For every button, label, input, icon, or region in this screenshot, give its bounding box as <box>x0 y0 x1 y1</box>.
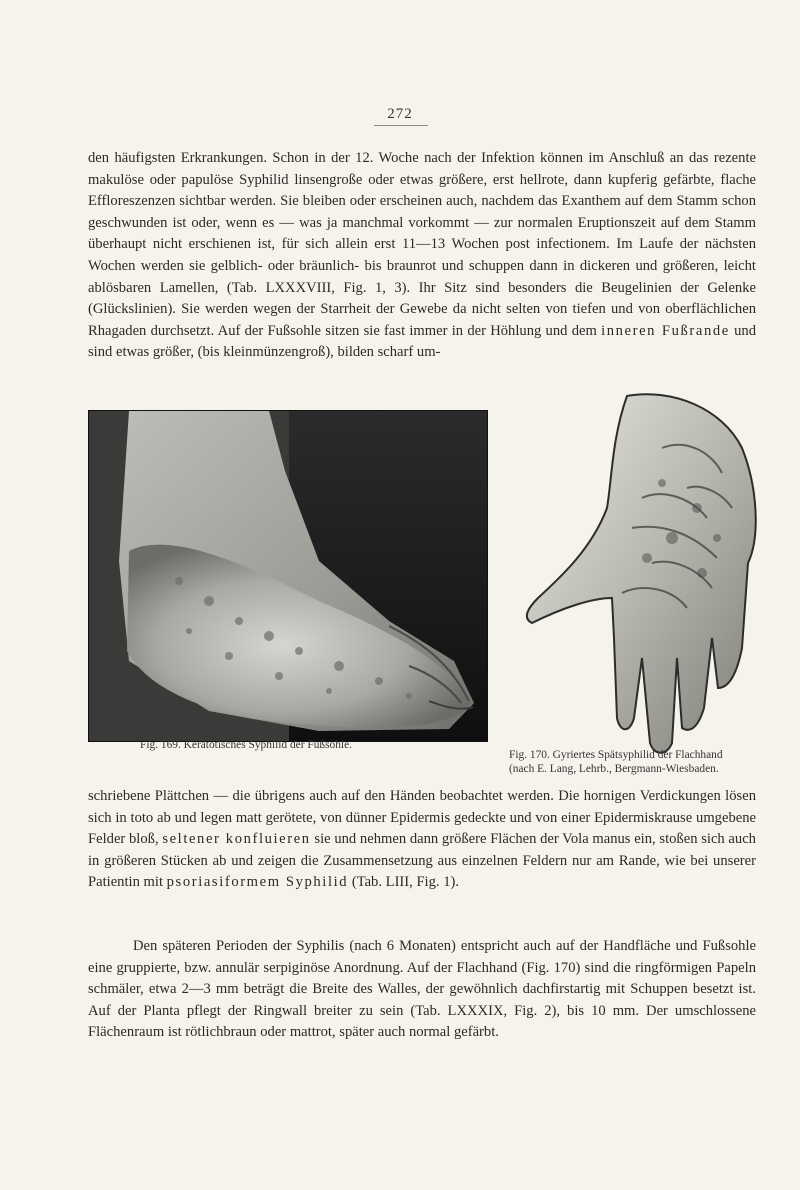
hand-palm-illustration <box>522 388 762 756</box>
paragraph-2 <box>88 786 756 894</box>
paragraph-2-mid: sie und nehmen dann größere Flächen der Vola manus ein, stoßen sich auch in größeren Stücken ab und zeigen die Zusammensetzung aus einzelnen Feldern nur am Rande, wie bei unserer Patientin mit <box>88 831 756 891</box>
paragraph-2-emphasis-2: psoriasiformem Syphilid <box>166 874 349 891</box>
paragraph-3: Den späteren Perioden der Syphilis (nach 6 Monaten) entspricht auch auf der Handfläche und Fußsohle eine gruppierte, bzw. annulär serpiginöse Anordnung. Auf der Flachhand (Fig. 170) sind die ringförmigen Papeln schmäler, etwa 2—3 mm beträgt die Breite des Walles, der gewöhnlich dachfirstartig mit Schuppen besetzt ist. Auf der Planta pflegt der Ringwall breiter zu sein (Tab. LXXXIX, Fig. 2), bis 10 mm. Der umschlossene Flächenraum ist rötlichbraun oder mattrot, später auch normal gefärbt. <box>88 938 756 1041</box>
figure-170-caption-line2: (nach E. Lang, Lehrb., Bergmann-Wiesbaden. <box>509 763 719 775</box>
figure-170-hand <box>522 388 762 756</box>
paragraph-1-emphasis: inneren Fußrande <box>601 322 730 339</box>
foot-sole-illustration <box>89 411 487 741</box>
paragraph-2-head: schriebene Plättchen — die übrigens auch auf den Händen beobachtet werden. Die hornigen Verdickungen lösen sich in toto ab und legen matt gerötete, von dünner Epidermis gedeckte und von einer Epidermiskrause umgebene Felder bloß, <box>88 788 756 848</box>
paragraph-2-tail: (Tab. LIII, Fig. 1). <box>351 874 460 891</box>
paragraph-2-emphasis: seltener konfluieren <box>162 831 311 848</box>
figure-169-caption: Fig. 169. Keratotisches Syphilid der Fußsohle. <box>140 739 352 751</box>
paragraph-1 <box>88 148 756 364</box>
figure-169-photo <box>88 410 488 742</box>
figure-170-caption <box>509 748 779 776</box>
paragraph-1-tail: und sind etwas größer, (bis kleinmünzengroß), bilden scharf um- <box>88 322 756 361</box>
paragraph-1-text: den häufigsten Erkrankungen. Schon in der 12. Woche nach der Infektion können im Anschluß an das rezente makulöse oder papulöse Syphilid linsengroße oder etwas größere, erst hellrote, dann kupferig gefärbte, flache Effloreszenzen sichtbar werden. Sie bleiben oder erscheinen auch, nachdem das Exanthem auf dem Stamm schon geschwunden ist oder, wenn es — was ja manchmal vorkommt — zur normalen Eruptionszeit auf dem Stamm überhaupt nicht erschienen ist, für sich allein erst 11—13 Wochen post infectionem. Im Laufe der nächsten Wochen werden sie gelblich- oder bräunlich- bis braunrot und schuppen dann in dickeren und größeren, leicht ablösbaren Lamellen, (Tab. LXXXVIII, Fig. 1, 3). Ihr Sitz sind besonders die Beugelinien der Gelenke (Glückslinien). Sie werden wegen der Starrheit der Gewebe da nicht selten von tiefen und von oberflächlichen Rhagaden durchsetzt. Auf der Fußsohle sitzen sie fast immer in der Höhlung und dem <box>88 150 756 339</box>
figure-170-caption-line1: Fig. 170. Gyriertes Spätsyphilid der Flachhand <box>509 749 723 761</box>
page-number: 272 <box>378 106 422 123</box>
